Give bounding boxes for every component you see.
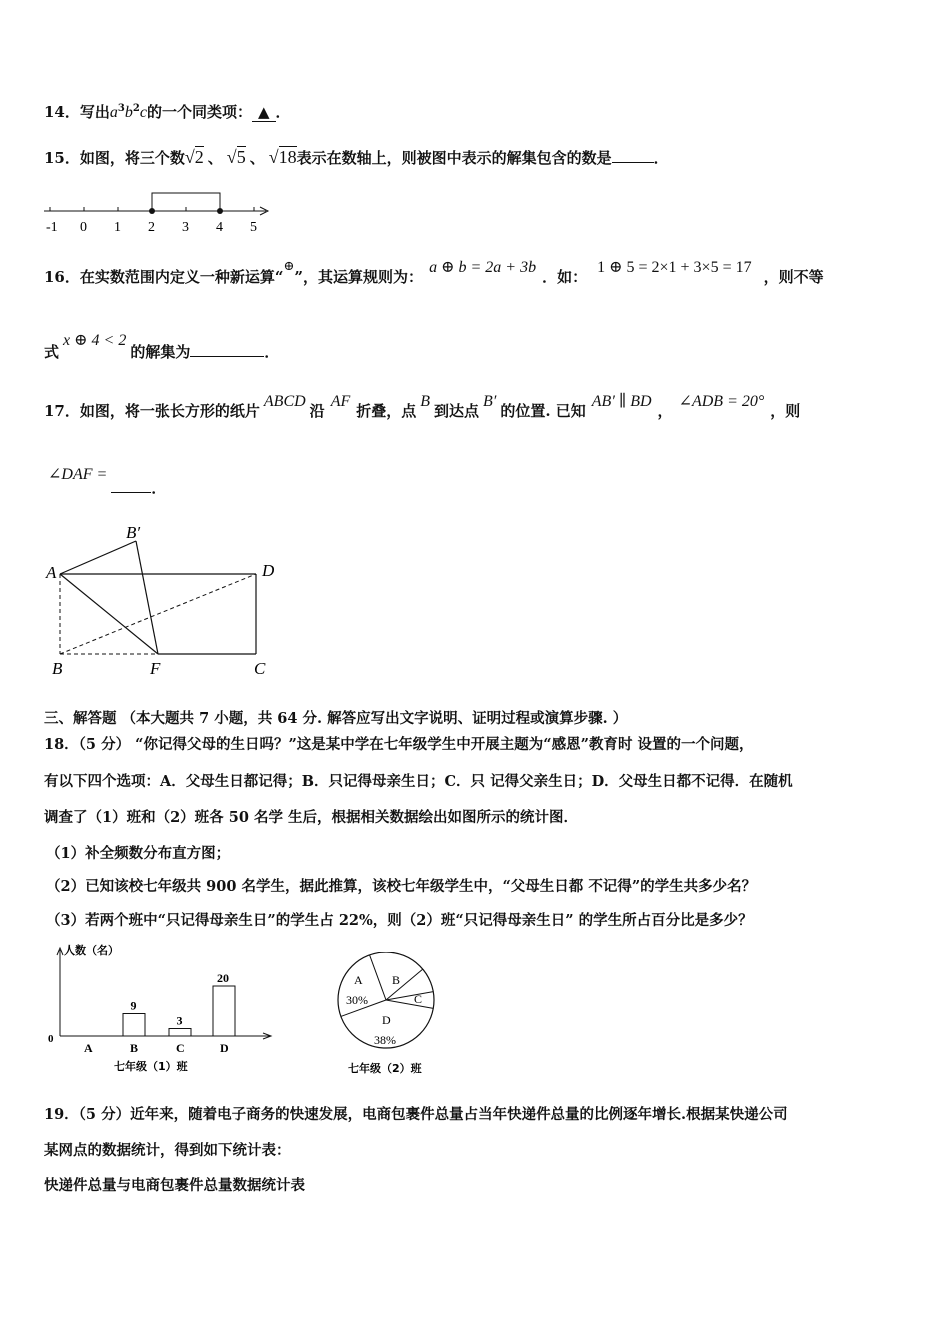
q14-math-a: a	[109, 104, 118, 121]
q17-text-5: 的位置. 已知	[500, 402, 586, 420]
bar-category-label: A	[84, 1041, 93, 1055]
q17-angle: ∠ADB = 20°	[678, 393, 765, 410]
axis-tick-label: -1	[46, 220, 58, 235]
q15-text: 如图，将三个数	[79, 149, 185, 167]
diagonal-bd-dashed	[60, 574, 256, 654]
q15-end: ．	[653, 149, 669, 167]
bar-value-label: 9	[130, 998, 137, 1013]
axis-tick-label: 5	[250, 220, 257, 235]
bar-category-label: D	[220, 1041, 229, 1055]
interval-end-dot	[217, 208, 223, 214]
pie-slice-boundary	[370, 955, 386, 1000]
pie-marks	[341, 955, 433, 1047]
q17-point-b: B	[420, 393, 431, 410]
q16-text-4: ，则不等	[763, 268, 824, 286]
q14-end: ．	[275, 103, 291, 121]
q18-sub-1: （1）补全频数分布直方图；	[46, 845, 231, 862]
q15-sep-2: 、	[249, 149, 265, 167]
bar-category-label: C	[176, 1041, 185, 1055]
sqrt-18-radicand: 18	[278, 147, 297, 167]
question-15	[44, 147, 669, 168]
answer-blank	[612, 148, 654, 163]
q17-text-3: 折叠，点	[356, 402, 417, 420]
interval-start-dot	[149, 208, 155, 214]
q19-line-2: 某网点的数据统计，得到如下统计表：	[44, 1142, 291, 1159]
q14-text: 写出	[79, 103, 110, 121]
question-14	[44, 101, 291, 122]
q16-line2-start: 式	[44, 343, 60, 361]
q16-number: 16．	[44, 268, 80, 286]
q15-text-after: 表示在数轴上，则被图中表示的解集包含的数是	[296, 149, 612, 167]
answer-marker: ▲	[252, 103, 276, 122]
q17-comma: ，	[657, 402, 673, 420]
fold-line-af	[60, 574, 158, 654]
q14-exp-b: 2	[132, 103, 140, 114]
q14-math-c: c	[139, 104, 147, 121]
q16-text-3: ．如：	[542, 268, 588, 286]
q17-rect: ABCD	[263, 393, 306, 410]
answer-blank	[111, 478, 151, 493]
q17-text-2: 沿	[309, 402, 325, 420]
pie-slice-value: 38%	[374, 1033, 396, 1047]
segment-ab-prime	[60, 541, 136, 574]
q17-parallel: AB′ ∥ BD	[591, 393, 652, 410]
label-b-prime: B′	[126, 523, 141, 542]
q14-number: 14．	[44, 103, 80, 121]
bar	[169, 1029, 191, 1037]
bar-ylabel: 人数（名）	[64, 944, 119, 957]
q18-sub-2: （2）已知该校七年级共 900 名学生，据此推算，该校七年级学生中，“父母生日都 不记得”的学生共多少名？	[46, 878, 757, 895]
q17-point-b-prime: B′	[483, 393, 497, 410]
bar-origin-label: 0	[48, 1033, 54, 1045]
axis-tick-label: 3	[182, 220, 189, 235]
pie-slice-label: A	[354, 973, 363, 987]
question-17-line2	[48, 463, 167, 497]
label-f: F	[150, 659, 161, 678]
q17-number: 17．	[44, 402, 80, 420]
q15-number: 15．	[44, 149, 80, 167]
oplus-symbol: ⊕	[283, 258, 295, 273]
pie-slice-boundary	[386, 992, 433, 1000]
pie-slice-label: C	[414, 992, 423, 1006]
q16-end: ．	[264, 343, 280, 361]
q17-text-4: 到达点	[434, 402, 480, 420]
q17-end: ．	[151, 479, 167, 497]
bar-chart-title: 七年级（1）班	[114, 1060, 188, 1073]
sqrt-2-radicand: 2	[194, 147, 204, 167]
segment-b-prime-f	[136, 541, 158, 654]
q14-math-b: b	[124, 104, 133, 121]
q18-line-3: 调查了（1）班和（2）班各 50 名学 生后，根据相关数据绘出如图所示的统计图．	[44, 809, 578, 826]
question-17	[44, 393, 801, 421]
pie-slice-value: 30%	[346, 993, 368, 1007]
sqrt-2: √2	[184, 147, 204, 167]
sqrt-18: √18	[268, 147, 297, 167]
q14-text-after: 的一个同类项：	[146, 103, 252, 121]
bar	[213, 986, 235, 1036]
q17-text-6: ，则	[770, 402, 801, 420]
bar-category-label: B	[130, 1041, 139, 1055]
label-c: C	[254, 659, 266, 678]
pie-chart-title: 七年级（2）班	[348, 1062, 422, 1075]
section-title: 三、解答题 （本大题共 7 小题，共 64 分. 解答应写出文字说明、证明过程或演算步骤. ）	[44, 710, 628, 727]
q16-line2-text: 的解集为	[130, 343, 191, 361]
q17-fold: AF	[330, 393, 351, 410]
bar	[123, 1014, 145, 1037]
question-16-line2	[44, 332, 280, 362]
sqrt-5: √5	[226, 147, 246, 167]
pie-chart	[326, 952, 456, 1080]
axis-tick-label: 1	[114, 220, 121, 235]
q15-sep-1: 、	[207, 149, 223, 167]
q18-line-2: 有以下四个选项：A．父母生日都记得；B．只记得母亲生日；C．只 记得父亲生日；D．父母生日都不记得．在随机	[44, 773, 793, 790]
answer-blank	[190, 342, 264, 357]
pie-slice-label: B	[392, 973, 401, 987]
label-d: D	[262, 561, 275, 580]
sqrt-5-radicand: 5	[236, 147, 246, 167]
axis-tick-label: 0	[80, 220, 87, 235]
q18-sub-3: （3）若两个班中“只记得母亲生日”的学生占 22%，则（2）班“只记得母亲生日” 的学生所占百分比是多少？	[46, 912, 753, 929]
question-16	[44, 258, 824, 287]
q18-line-1: 18．（5 分） “你记得父母的生日吗？”这是某中学在七年级学生中开展主题为“感恩”教育时 设置的一个问题，	[44, 736, 754, 753]
q16-text-1: 在实数范围内定义一种新运算“	[79, 268, 284, 286]
pie-slice-label: D	[382, 1013, 391, 1027]
q16-rule: a ⊕ b = 2a + 3b	[429, 259, 537, 276]
pie-slice-boundary	[386, 1000, 433, 1008]
number-line	[40, 185, 280, 237]
q19-line-1: 19．（5 分）近年来，随着电子商务的快速发展，电商包裹件总量占当年快递件总量的比例逐年增长.根据某快递公司	[44, 1106, 788, 1123]
bar-chart	[44, 938, 284, 1078]
q16-inequality: x ⊕ 4 < 2	[63, 332, 127, 349]
axis-tick-label: 2	[148, 220, 155, 235]
bar-value-label: 3	[176, 1013, 183, 1028]
geometry-figure	[40, 518, 280, 684]
label-b: B	[52, 659, 63, 678]
label-a: A	[46, 563, 57, 582]
bar-marks	[84, 971, 235, 1055]
q16-text-2: ”，其运算规则为：	[294, 268, 424, 286]
q17-ask: ∠DAF =	[48, 466, 108, 483]
q14-exp-a: 3	[117, 103, 125, 114]
axis-tick-label: 4	[216, 220, 223, 235]
q17-text-1: 如图，将一张长方形的纸片	[79, 402, 260, 420]
bar-value-label: 20	[217, 971, 229, 985]
table-title: 快递件总量与电商包裹件总量数据统计表	[44, 1177, 305, 1194]
q16-example: 1 ⊕ 5 = 2×1 + 3×5 = 17	[597, 259, 752, 276]
